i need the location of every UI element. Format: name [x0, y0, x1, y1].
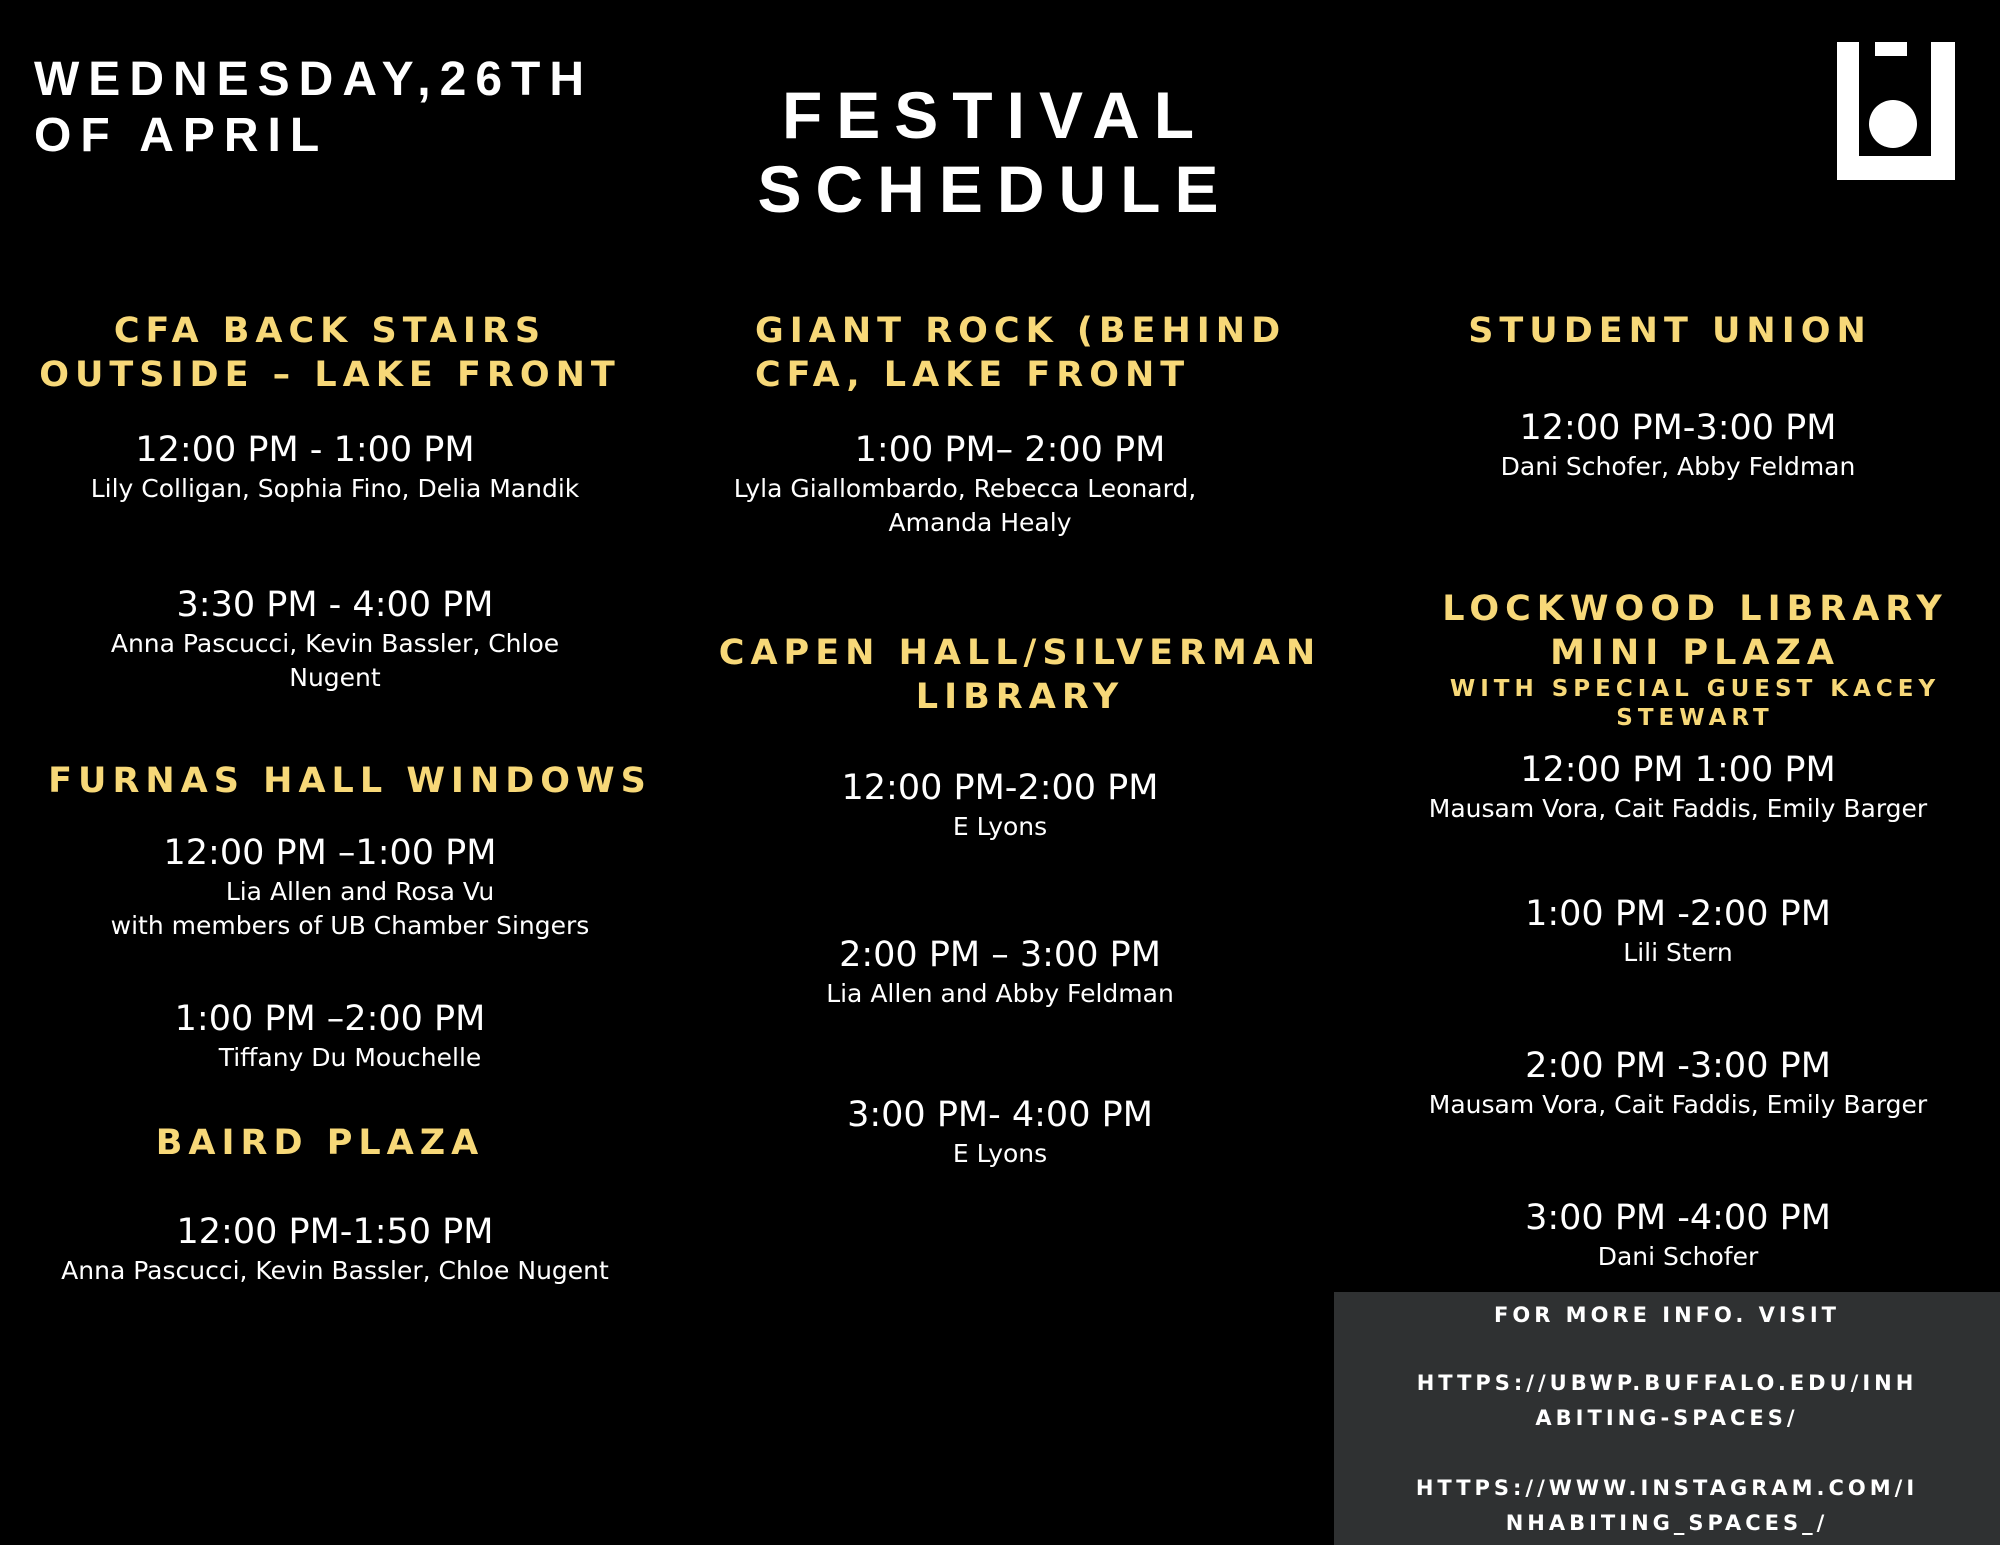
slot-time: 12:00 PM 1:00 PM [1520, 750, 1836, 790]
venue-line-1: STUDENT UNION [1468, 311, 1872, 351]
venue-line-2: LIBRARY [915, 677, 1125, 717]
venue-lockwood-library [1395, 587, 1995, 733]
website-link[interactable]: HTTPS://UBWP.BUFFALO.EDU/INH [1416, 1371, 1918, 1395]
venue-line-2: OUTSIDE – LAKE FRONT [39, 355, 621, 395]
slot-time: 3:00 PM -4:00 PM [1525, 1198, 1831, 1238]
slot-performers-cont: with members of UB Chamber Singers [110, 911, 590, 940]
venue-giant-rock [755, 309, 1315, 397]
slot-performers: E Lyons [952, 1139, 1048, 1168]
schedule-slot [30, 583, 640, 695]
studio-logo-icon [1837, 42, 1955, 180]
slot-time: 1:00 PM –2:00 PM [174, 999, 486, 1039]
venue-line-1: LOCKWOOD LIBRARY [1442, 589, 1948, 629]
venue-student-union [1370, 309, 1970, 353]
venue-line-1: BAIRD PLAZA [155, 1123, 485, 1163]
schedule-slot [700, 933, 1300, 1011]
event-date [34, 52, 684, 164]
venue-line-2: CFA, LAKE FRONT [755, 355, 1191, 395]
venue-line-1: FURNAS HALL WINDOWS [48, 761, 652, 801]
slot-time: 3:00 PM- 4:00 PM [847, 1095, 1153, 1135]
slot-time: 12:00 PM-2:00 PM [841, 768, 1159, 808]
venue-cfa-back-stairs [0, 309, 660, 397]
venue-furnas-hall [20, 759, 680, 803]
slot-performers: Mausam Vora, Cait Faddis, Emily Barger [1428, 1090, 1928, 1119]
schedule-slot [30, 428, 640, 506]
page-title [690, 78, 1300, 226]
venue-special-guest-cont: STEWART [1616, 705, 1774, 731]
venue-line-1: GIANT ROCK (BEHIND [755, 311, 1287, 351]
schedule-slot [1378, 406, 1978, 484]
slot-time: 12:00 PM-3:00 PM [1519, 408, 1837, 448]
slot-time: 2:00 PM -3:00 PM [1525, 1046, 1831, 1086]
slot-performers-cont: Nugent [289, 663, 381, 692]
slot-performers: E Lyons [952, 812, 1048, 841]
venue-capen-hall [700, 631, 1340, 719]
more-info-heading: FOR MORE INFO. VISIT [1494, 1303, 1840, 1327]
slot-performers: Mausam Vora, Cait Faddis, Emily Barger [1428, 794, 1928, 823]
more-info-panel [1334, 1292, 2000, 1545]
slot-performers: Lia Allen and Rosa Vu [225, 877, 495, 906]
venue-baird-plaza [0, 1121, 640, 1165]
schedule-slot [1378, 1044, 1978, 1122]
slot-time: 3:30 PM - 4:00 PM [176, 585, 494, 625]
slot-performers: Lyla Giallombardo, Rebecca Leonard, [733, 474, 1197, 503]
schedule-slot [45, 997, 655, 1075]
venue-line-2: MINI PLAZA [1550, 633, 1840, 673]
title-line-2: SCHEDULE [757, 152, 1233, 226]
slot-time: 2:00 PM – 3:00 PM [839, 935, 1161, 975]
venue-line-1: CAPEN HALL/SILVERMAN [718, 633, 1322, 673]
slot-performers: Dani Schofer [1597, 1242, 1759, 1271]
title-line-1: FESTIVAL [781, 78, 1209, 152]
slot-performers-cont: Amanda Healy [888, 508, 1072, 537]
slot-time: 12:00 PM - 1:00 PM [135, 430, 475, 470]
slot-performers: Anna Pascucci, Kevin Bassler, Chloe Nugent [61, 1256, 609, 1285]
slot-time: 12:00 PM-1:50 PM [176, 1212, 494, 1252]
slot-performers: Lily Colligan, Sophia Fino, Delia Mandik [90, 474, 580, 503]
slot-performers: Lia Allen and Abby Feldman [826, 979, 1174, 1008]
slot-performers: Tiffany Du Mouchelle [218, 1043, 482, 1072]
schedule-slot [700, 428, 1260, 540]
schedule-slot [1378, 748, 1978, 826]
slot-time: 12:00 PM –1:00 PM [163, 833, 497, 873]
schedule-slot [20, 1210, 650, 1288]
slot-performers: Dani Schofer, Abby Feldman [1500, 452, 1856, 481]
slot-performers: Anna Pascucci, Kevin Bassler, Chloe [110, 629, 560, 658]
website-link-cont[interactable]: ABITING-SPACES/ [1535, 1406, 1799, 1430]
schedule-slot [1378, 1196, 1978, 1274]
venue-line-1: CFA BACK STAIRS [113, 311, 547, 351]
schedule-slot [700, 766, 1300, 844]
schedule-slot [1378, 892, 1978, 970]
slot-performers: Lili Stern [1623, 938, 1733, 967]
venue-special-guest: WITH SPECIAL GUEST KACEY [1449, 676, 1941, 702]
slot-time: 1:00 PM– 2:00 PM [854, 430, 1166, 470]
instagram-link[interactable]: HTTPS://WWW.INSTAGRAM.COM/I [1415, 1476, 1919, 1500]
slot-time: 1:00 PM -2:00 PM [1525, 894, 1831, 934]
instagram-link-cont[interactable]: NHABITING_SPACES_/ [1505, 1511, 1829, 1535]
schedule-slot [700, 1093, 1300, 1171]
schedule-slot [45, 831, 655, 943]
date-line-1: WEDNESDAY,26TH [34, 53, 594, 106]
date-line-2: OF APRIL [34, 109, 329, 162]
